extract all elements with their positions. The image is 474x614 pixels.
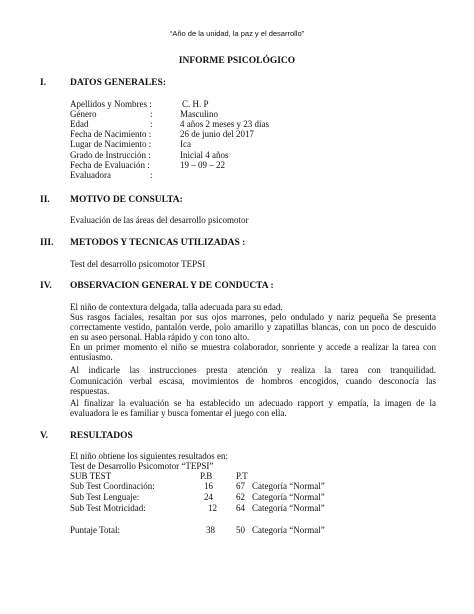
document-motto: “Año de la unidad, la paz y el desarrollo” [169, 29, 305, 38]
field-value: Inicial 4 años [180, 150, 229, 160]
section-number-3: III. [40, 238, 54, 248]
subtest-pt: 67 [236, 481, 245, 491]
section-heading-observation: OBSERVACION GENERAL Y DE CONDUCTA : [70, 281, 274, 291]
subtest-pb: 12 [208, 503, 217, 513]
observation-line: En un primer momento el niño se muestra colaborador, sonriente y accede a realizar la tarea con [70, 342, 436, 352]
field-label: Fecha de Nacimiento : [70, 129, 152, 139]
field-value: C. H. P [182, 99, 209, 109]
results-intro: El niño obtiene los siguientes resultados en: [70, 451, 228, 461]
field-label: Apellidos y Nombres : [70, 99, 152, 109]
field-label: Edad [70, 119, 89, 129]
field-label: Evaluadora [70, 170, 111, 180]
observation-line: en su aseo personal. Habla rápido y con tono alto. [70, 332, 250, 342]
field-colon: : [150, 109, 153, 119]
field-value: Ica [180, 139, 191, 149]
section-number-5: V. [40, 431, 49, 441]
observation-line: respuestas. [70, 386, 110, 396]
field-label: Grado de Instrucción : [70, 150, 151, 160]
section-heading-results: RESULTADOS [70, 431, 133, 441]
section-number-1: I. [40, 78, 47, 88]
observation-line: Al indicarle las instrucciones presta atención y realiza la tarea con tranquilidad. [70, 365, 436, 375]
header-pt: P.T [236, 471, 248, 481]
subtest-category: Categoría “Normal” [252, 503, 325, 513]
report-title: INFORME PSICOLÓGICO [178, 56, 296, 66]
subtest-category: Categoría “Normal” [252, 481, 325, 491]
field-colon: : [150, 170, 153, 180]
field-label: Género [70, 109, 97, 119]
methods-text: Test del desarrollo psicomotor TEPSI [70, 259, 206, 269]
section-number-4: IV. [40, 281, 52, 291]
total-label: Puntaje Total: [70, 525, 120, 535]
observation-line: evaluadora le es familiar y busca fomentar el juego con ella. [70, 408, 287, 418]
field-label: Fecha de Evaluación : [70, 160, 150, 170]
subtest-pb: 24 [204, 492, 213, 502]
observation-line: Sus rasgos faciales, resaltan por sus ojos marrones, pelo ondulado y nariz pequeña Se presenta [70, 312, 436, 322]
total-pt: 50 [236, 525, 245, 535]
field-value: 4 años 2 meses y 23 días [180, 119, 269, 129]
total-category: Categoría “Normal” [252, 525, 325, 535]
observation-line: Comunicación verbal escasa, movimientos de hombros encogidos, cuando desconocía las [70, 376, 436, 386]
field-label: Lugar de Nacimiento : [70, 139, 152, 149]
subtest-label: Sub Test Coordinación: [70, 481, 155, 491]
subtest-pt: 62 [236, 492, 245, 502]
observation-line: entusiasmo. [70, 352, 113, 362]
subtest-label: Sub Test Lenguaje: [70, 492, 140, 502]
subtest-label: Sub Test Motricidad: [70, 503, 146, 513]
observation-line: Al finalizar la evaluación se ha establecido un adecuado rapport y empatía, la imagen de la [70, 398, 436, 408]
header-subtest: SUB TEST [70, 471, 112, 481]
subtest-category: Categoría “Normal” [252, 492, 325, 502]
subtest-pt: 64 [236, 503, 245, 513]
section-number-2: II. [40, 195, 50, 205]
observation-line: El niño de contextura delgada, talla adecuada para su edad. [70, 302, 283, 312]
field-value: 19 – 09 – 22 [180, 160, 225, 170]
subtest-pb: 16 [204, 481, 213, 491]
field-value: 26 de junio del 2017 [180, 129, 254, 139]
observation-line: correctamente vestido, pantalón verde, polo amarillo y zapatillas blancas, con un poco de descuido [70, 322, 436, 332]
field-colon: : [150, 119, 153, 129]
section-heading-methods: METODOS Y TECNICAS UTILIZADAS : [70, 238, 246, 248]
header-pb: P.B [200, 471, 213, 481]
consult-reason-text: Evaluación de las áreas del desarrollo psicomotor [70, 215, 249, 225]
field-value: Masculino [180, 109, 218, 119]
section-heading-general-data: DATOS GENERALES: [70, 78, 166, 88]
results-test-name: Test de Desarrollo Psicomotor “TEPSI” [70, 461, 214, 471]
total-pb: 38 [206, 525, 215, 535]
section-heading-consult-reason: MOTIVO DE CONSULTA: [70, 195, 183, 205]
